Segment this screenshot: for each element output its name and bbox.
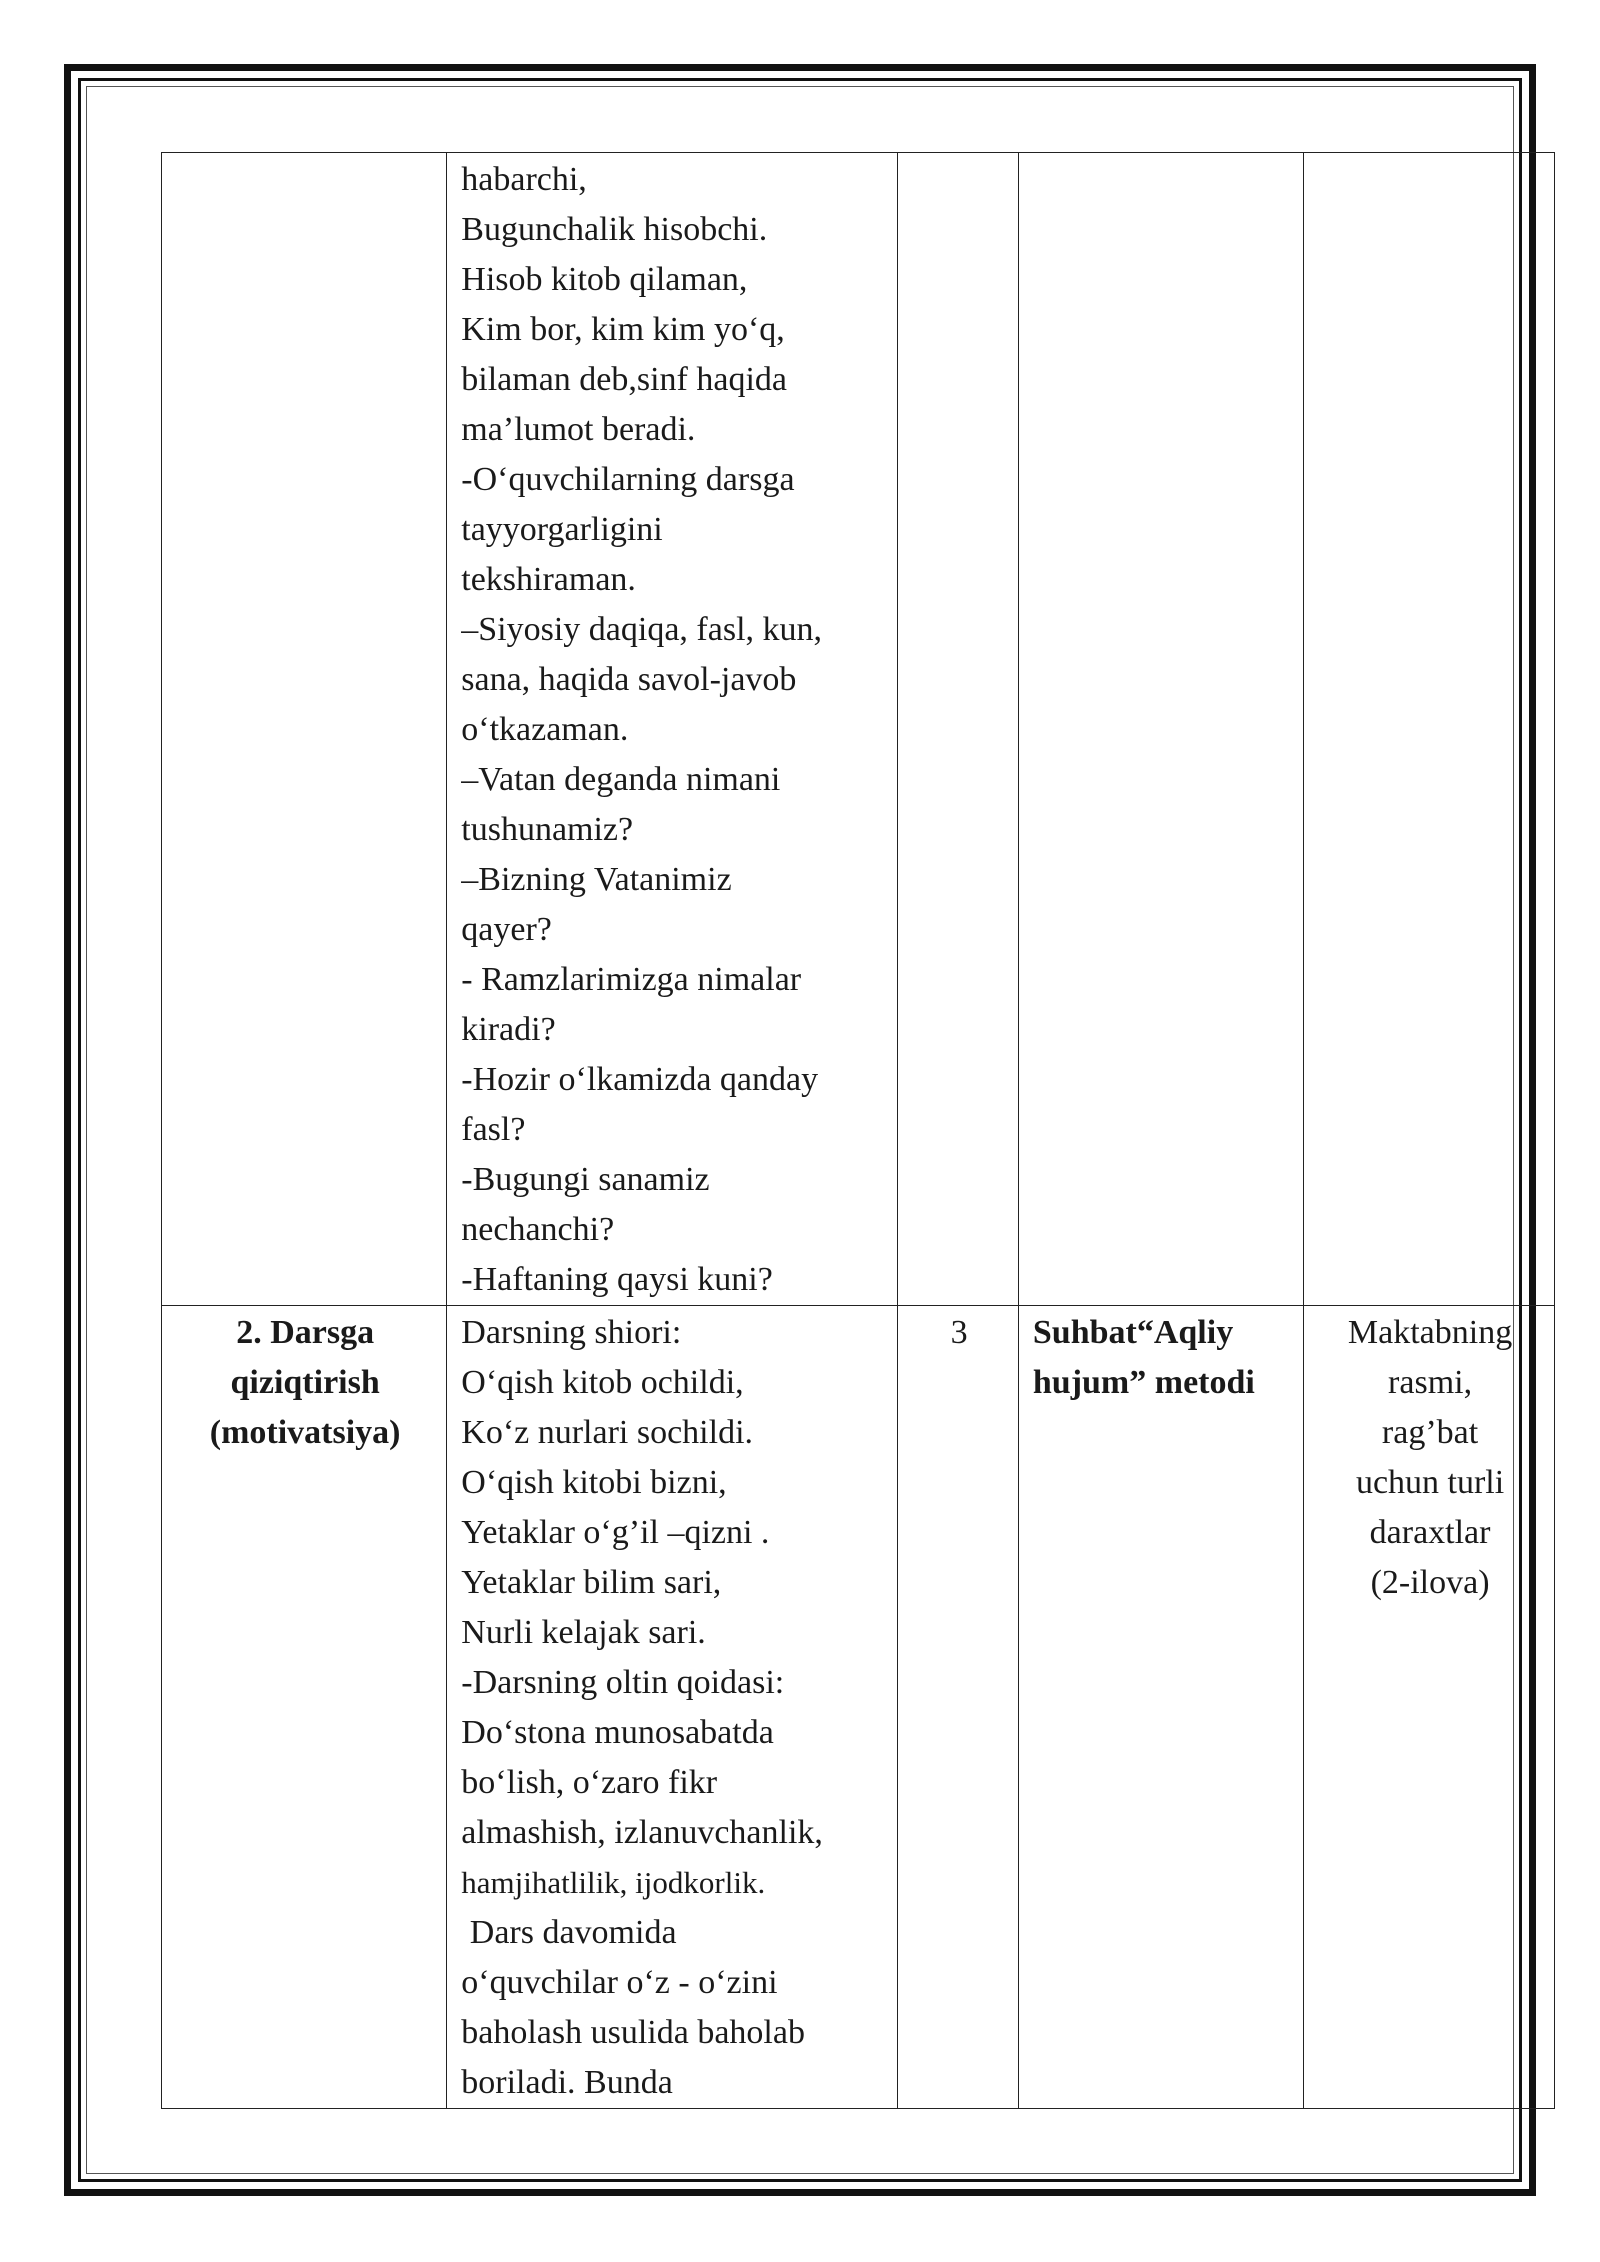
lesson-plan-table [161, 152, 1555, 2109]
time-cell [898, 153, 1019, 1306]
stage-cell [162, 153, 447, 1306]
stage-cell [162, 1306, 447, 2109]
content-line: almashish, izlanuvchanlik, [461, 1814, 823, 1851]
time-cell [898, 1306, 1019, 2109]
content-line: -Bugungi sanamiz [461, 1161, 710, 1198]
resources-line: rag’bat [1381, 1414, 1479, 1451]
table-row [162, 153, 1555, 1306]
content-line: Do‘stona munosabatda [461, 1714, 774, 1751]
content-line: nechanchi? [461, 1211, 615, 1248]
resources-line: uchun turli [1355, 1464, 1505, 1501]
stage-line: 2. Darsga [236, 1314, 375, 1351]
resources-line: (2-ilova) [1370, 1564, 1490, 1601]
content-line: hamjihatlilik, ijodkorlik. [461, 1865, 766, 1900]
content-line: boriladi. Bunda [461, 2064, 673, 2101]
content-line: Hisob kitob qilaman, [461, 261, 748, 298]
content-line: tayyorgarligini [461, 511, 663, 548]
content-line: baholash usulida baholab [461, 2014, 805, 2051]
content-line: -Hozir o‘lkamizda qanday [461, 1061, 819, 1098]
method-cell [1018, 153, 1303, 1306]
content-line: o‘quvchilar o‘z - o‘zini [461, 1964, 778, 2001]
content-line: kiradi? [461, 1011, 556, 1048]
stage-line: (motivatsiya) [209, 1414, 401, 1451]
content-line: sana, haqida savol-javob [461, 661, 797, 698]
content-line: tushunamiz? [461, 811, 634, 848]
content-line: Nurli kelajak sari. [461, 1614, 706, 1651]
content-line: Darsning shiori: [461, 1314, 682, 1351]
content-line: -Haftaning qaysi kuni? [461, 1261, 773, 1298]
content-line: O‘qish kitobi bizni, [461, 1464, 727, 1501]
content-line: –Vatan deganda nimani [461, 761, 781, 798]
content-line: tekshiraman. [461, 561, 636, 598]
resources-line: daraxtlar [1369, 1514, 1491, 1551]
content-line: bilaman deb,sinf haqida [461, 361, 788, 398]
content-line: Yetaklar o‘g’il –qizni . [461, 1514, 770, 1551]
content-line: Kim bor, kim kim yo‘q, [461, 311, 785, 348]
content-cell [447, 1306, 898, 2109]
content-line: Yetaklar bilim sari, [461, 1564, 722, 1601]
table-row [162, 1306, 1555, 2109]
resources-line: rasmi, [1388, 1364, 1473, 1401]
content-line: qayer? [461, 911, 552, 948]
content-line: –Siyosiy daqiqa, fasl, kun, [461, 611, 823, 648]
resources-cell [1304, 1306, 1555, 2109]
resources-line: Maktabning [1347, 1314, 1513, 1351]
content-line: ma’lumot beradi. [461, 411, 696, 448]
resources-cell [1304, 153, 1555, 1306]
time-value: 3 [950, 1314, 968, 1351]
content-line: Ko‘z nurlari sochildi. [461, 1414, 754, 1451]
content-line: –Bizning Vatanimiz [461, 861, 732, 898]
content-line: habarchi, [461, 161, 587, 198]
content-line: o‘tkazaman. [461, 711, 629, 748]
method-line: hujum” metodi [1032, 1364, 1255, 1401]
content-line: O‘qish kitob ochildi, [461, 1364, 744, 1401]
method-line: Suhbat“Aqliy [1032, 1314, 1234, 1351]
content-line: - Ramzlarimizga nimalar [461, 961, 802, 998]
method-cell [1018, 1306, 1303, 2109]
content-line: -O‘quvchilarning darsga [461, 461, 795, 498]
content-line: -Darsning oltin qoidasi: [461, 1664, 785, 1701]
content-line: bo‘lish, o‘zaro fikr [461, 1764, 718, 1801]
content-line: fasl? [461, 1111, 526, 1148]
content-line: Bugunchalik hisobchi. [461, 211, 768, 248]
content-cell [447, 153, 898, 1306]
content-line: Dars davomida [461, 1914, 677, 1951]
stage-line: qiziqtirish [230, 1364, 380, 1401]
